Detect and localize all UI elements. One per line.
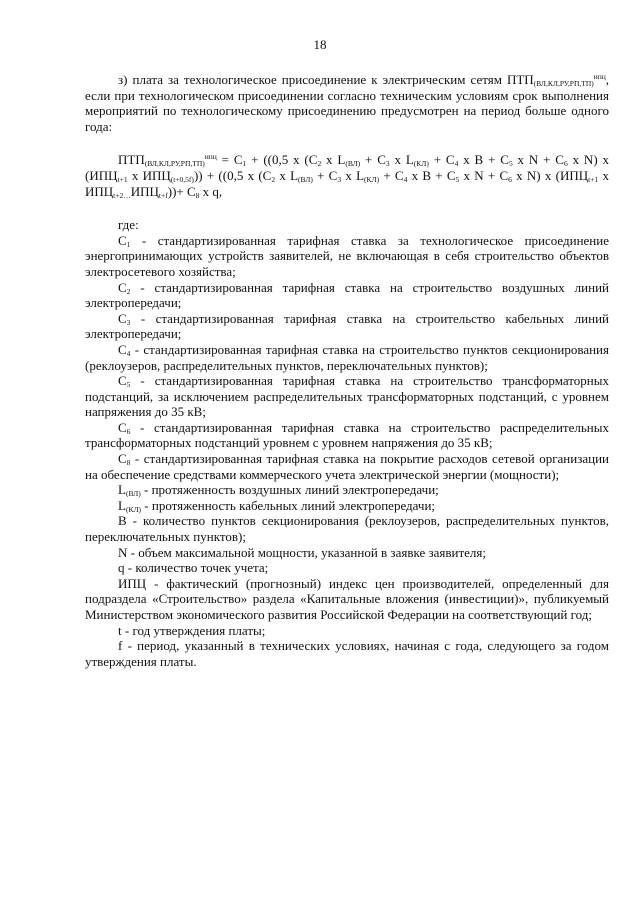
definition-text: - стандартизированная тарифная ставка за технологическое присоединение энергопринимающих устройств заявителей, не включающая в себя строительство объектов электросетевого хозяйства; bbox=[85, 232, 609, 279]
formula-part: + C bbox=[379, 167, 404, 183]
formula-sub: 3 bbox=[385, 159, 390, 169]
definition-subscript: (ВЛ) bbox=[125, 489, 141, 499]
definition-subscript: 3 bbox=[126, 317, 131, 327]
formula-sub: (КЛ) bbox=[413, 159, 429, 169]
definition-q: q - количество точек учета; bbox=[118, 560, 269, 576]
definition-symbol: С bbox=[118, 341, 127, 357]
formula-sub: t+1 bbox=[117, 174, 128, 184]
definition-symbol: С bbox=[118, 373, 127, 389]
definition-symbol: С bbox=[118, 279, 127, 295]
document-body bbox=[85, 72, 609, 669]
formula-part: x q, bbox=[199, 183, 223, 199]
definition-t: t - год утверждения платы; bbox=[118, 622, 266, 638]
definition-text: - стандартизированная тарифная ставка на строительство трансформаторных подстанций, за исключением распределительных трансформаторных подстанций, с уровнем напряжения до 35 кВ; bbox=[85, 373, 609, 420]
page-number: 18 bbox=[313, 37, 327, 52]
definition-c8 bbox=[85, 451, 609, 482]
definition-c4 bbox=[85, 342, 609, 373]
formula-part: x N + C bbox=[512, 152, 564, 168]
definition-text: - стандартизированная тарифная ставка на покрытие расходов сетевой организации на обеспечение средствами коммерческого учета электрической энергии (мощности); bbox=[85, 451, 609, 482]
formula-part: x L bbox=[321, 152, 346, 168]
definition-text: - стандартизированная тарифная ставка на строительство распределительных трансформаторных подстанций уровнем с уровнем напряжения до 35 кВ; bbox=[85, 419, 609, 451]
definition-c5 bbox=[85, 373, 609, 420]
formula-sub: (ВЛ) bbox=[298, 174, 313, 184]
formula-sub: 6 bbox=[508, 174, 512, 184]
definition-subscript: 5 bbox=[126, 380, 131, 390]
definition-text: - протяженность воздушных линий электропередачи; bbox=[140, 482, 439, 498]
formula-sub: 8 bbox=[195, 190, 200, 200]
formula-part: x L bbox=[389, 152, 414, 168]
formula bbox=[85, 152, 609, 199]
definition-subscript: 6 bbox=[126, 426, 131, 436]
formula-sub: 4 bbox=[454, 159, 459, 169]
formula-part: ))+ C bbox=[167, 183, 196, 199]
definition-c1 bbox=[85, 233, 609, 280]
definition-l-vl bbox=[85, 482, 609, 498]
item-tail: , если при технологическом присоединении согласно техническим условиям срок выполнения мероприятий по технологическому присоединению предусмотрен на период больше одного года: bbox=[85, 72, 610, 134]
definition-symbol: С bbox=[118, 232, 127, 248]
formula-part: x ИПЦ bbox=[85, 167, 609, 199]
formula-sub: (t+0,5f) bbox=[170, 174, 194, 184]
formula-sub: (ВЛ) bbox=[345, 159, 361, 169]
formula-sub: (ВЛ,КЛ,РУ,РП,ТП) bbox=[144, 159, 205, 169]
definition-n: N - объем максимальной мощности, указанной в заявке заявителя; bbox=[118, 544, 486, 560]
item-z-paragraph bbox=[85, 72, 609, 134]
formula-sub: 2 bbox=[271, 174, 276, 184]
formula-sub: (КЛ) bbox=[364, 174, 380, 184]
definition-l-kl bbox=[85, 498, 609, 514]
formula-part: + C bbox=[428, 152, 455, 168]
formula-sub: 4 bbox=[403, 174, 408, 184]
ptp-symbol: ПТП bbox=[506, 72, 534, 87]
definition-subscript: 8 bbox=[126, 458, 131, 468]
where-label: где: bbox=[118, 217, 139, 233]
definition-text: - стандартизированная тарифная ставка на строительство кабельных линий электропередачи; bbox=[85, 310, 609, 342]
formula-part: x L bbox=[341, 167, 365, 183]
item-intro: плата за технологическое присоединение к электрическим сетям bbox=[132, 72, 502, 87]
formula-part: x N + C bbox=[459, 167, 509, 183]
definition-text: - стандартизированная тарифная ставка на строительство воздушных линий электропередачи; bbox=[85, 279, 609, 311]
formula-part: x N) x (ИПЦ bbox=[85, 152, 610, 183]
formula-sub: 2 bbox=[317, 159, 322, 169]
formula-part: x N) x (ИПЦ bbox=[511, 167, 589, 183]
item-marker: з) bbox=[118, 72, 128, 87]
definition-f: f - период, указанный в технических условиях, начиная с года, следующего за годом утверждения платы. bbox=[85, 638, 609, 669]
definition-symbol: С bbox=[118, 451, 127, 467]
formula-part: + ((0,5 x (C bbox=[246, 152, 318, 168]
definition-c6 bbox=[85, 420, 609, 451]
formula-sub: t+2… bbox=[113, 190, 131, 200]
definition-subscript: 4 bbox=[126, 348, 131, 358]
definition-subscript: 1 bbox=[126, 239, 131, 249]
definition-symbol: L bbox=[118, 482, 126, 498]
formula-part: x ИПЦ bbox=[127, 167, 171, 183]
definition-symbol: С bbox=[118, 419, 127, 435]
definition-text: - стандартизированная тарифная ставка на строительство пунктов секционирования (реклоузеров, распределительных пунктов, переключательных пунктов); bbox=[85, 341, 609, 373]
ptp-subscript: (ВЛ,КЛ,РУ,РП,ТП) bbox=[533, 79, 594, 88]
definition-symbol: L bbox=[118, 497, 126, 513]
formula-part: x B + C bbox=[458, 152, 509, 168]
formula-sub: 5 bbox=[508, 159, 513, 169]
definition-subscript: 2 bbox=[126, 286, 131, 296]
formula-part: x L bbox=[275, 167, 299, 183]
ptp-superscript: ипц bbox=[593, 72, 606, 81]
formula-part: + C bbox=[312, 167, 338, 183]
definitions-list bbox=[85, 217, 609, 669]
definition-c3 bbox=[85, 311, 609, 342]
definition-b: В - количество пунктов секционирования (реклоузеров, распределительных пунктов, переключательных пунктов); bbox=[85, 513, 609, 545]
formula-sub: 6 bbox=[563, 159, 568, 169]
definition-text: - протяженность кабельных линий электропередачи; bbox=[141, 497, 436, 513]
definition-subscript: (КЛ) bbox=[125, 504, 142, 514]
definition-ipc: ИПЦ - фактический (прогнозный) индекс цен производителей, определенный для подраздела «Строительство» раздела «Капитальные вложения (инвестиции)», публикуемый Министерством экономического развития Российской Федерации на соответствующий год; bbox=[85, 575, 609, 622]
definition-symbol: С bbox=[118, 310, 127, 326]
formula-part: ПТП bbox=[118, 152, 145, 168]
formula-part: ИПЦ bbox=[130, 183, 159, 199]
formula-sub: t+f bbox=[158, 190, 168, 200]
formula-sup: ипц bbox=[204, 152, 217, 162]
formula-sub: 5 bbox=[455, 174, 460, 184]
formula-sub: 3 bbox=[337, 174, 342, 184]
formula-part: x B + C bbox=[407, 167, 456, 183]
definition-c2 bbox=[85, 280, 609, 311]
formula-part: )) + ((0,5 x (C bbox=[193, 167, 272, 183]
formula-part: = C bbox=[216, 152, 243, 168]
formula-sub: 1 bbox=[242, 159, 247, 169]
formula-part: + C bbox=[360, 152, 386, 168]
formula-sub: t+1 bbox=[588, 174, 599, 184]
